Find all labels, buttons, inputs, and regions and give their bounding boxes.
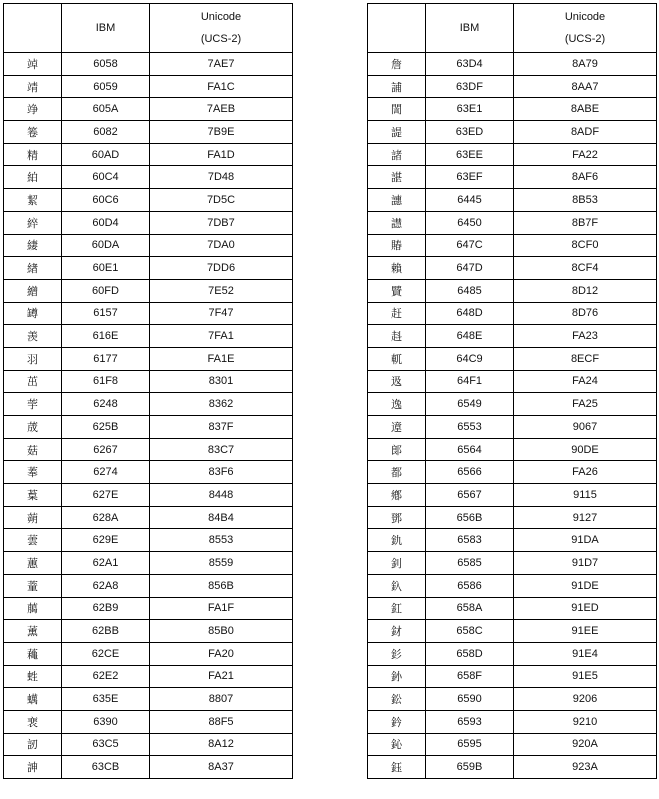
table-row — [4, 484, 293, 507]
cell-ibm-code: 60FD — [62, 279, 150, 302]
table-row — [4, 642, 293, 665]
table-row — [368, 370, 657, 393]
table-row — [368, 642, 657, 665]
cell-unicode: 8807 — [150, 688, 293, 711]
cell-character: 訒 — [4, 733, 62, 756]
table-row — [368, 279, 657, 302]
cell-unicode: 920A — [514, 733, 657, 756]
table-row — [4, 574, 293, 597]
cell-character: 贒 — [368, 279, 426, 302]
cell-ibm-code: 6390 — [62, 710, 150, 733]
cell-character: 軏 — [368, 347, 426, 370]
cell-unicode: 8ECF — [514, 347, 657, 370]
cell-character: 菶 — [4, 461, 62, 484]
header-row — [4, 4, 293, 53]
cell-unicode: 91E4 — [514, 642, 657, 665]
cell-ibm-code: 6274 — [62, 461, 150, 484]
cell-unicode: FA1D — [150, 143, 293, 166]
table-row — [368, 756, 657, 779]
cell-unicode: 8D76 — [514, 302, 657, 325]
cell-ibm-code: 62A1 — [62, 552, 150, 575]
table-row — [4, 393, 293, 416]
cell-ibm-code: 648E — [426, 325, 514, 348]
table-row — [4, 75, 293, 98]
cell-unicode: 8448 — [150, 484, 293, 507]
table-row — [368, 393, 657, 416]
cell-ibm-code: 6567 — [426, 484, 514, 507]
cell-unicode: 8ABE — [514, 98, 657, 121]
header-unicode-line2: (UCS-2) — [564, 33, 606, 45]
cell-character: 荢 — [4, 393, 62, 416]
cell-unicode: 7DD6 — [150, 257, 293, 280]
cell-ibm-code: 60C6 — [62, 189, 150, 212]
cell-character: 靖 — [4, 75, 62, 98]
cell-unicode: 91DA — [514, 529, 657, 552]
cell-character: 絜 — [4, 189, 62, 212]
table-row — [368, 347, 657, 370]
cell-unicode: 7AEB — [150, 98, 293, 121]
cell-unicode: 7DA0 — [150, 234, 293, 257]
cell-ibm-code: 6566 — [426, 461, 514, 484]
table-row — [368, 529, 657, 552]
cell-unicode: 9067 — [514, 416, 657, 439]
cell-unicode: 90DE — [514, 438, 657, 461]
cell-unicode: 8B53 — [514, 189, 657, 212]
table-row — [368, 121, 657, 144]
table-row — [368, 484, 657, 507]
cell-ibm-code: 64C9 — [426, 347, 514, 370]
cell-ibm-code: 62A8 — [62, 574, 150, 597]
cell-character: 羡 — [4, 325, 62, 348]
cell-character: 賴 — [368, 257, 426, 280]
table-row — [4, 143, 293, 166]
cell-unicode: 7AE7 — [150, 53, 293, 76]
header-char — [4, 4, 62, 53]
cell-character: 蒴 — [4, 506, 62, 529]
table-row — [4, 620, 293, 643]
cell-character: 譿 — [368, 211, 426, 234]
header-char — [368, 4, 426, 53]
cell-character: 釭 — [368, 597, 426, 620]
cell-unicode: 8559 — [150, 552, 293, 575]
cell-character: 蕙 — [4, 552, 62, 575]
cell-unicode: 8B7F — [514, 211, 657, 234]
cell-ibm-code: 635E — [62, 688, 150, 711]
cell-ibm-code: 6058 — [62, 53, 150, 76]
cell-unicode: 9115 — [514, 484, 657, 507]
cell-ibm-code: 63EF — [426, 166, 514, 189]
table-row — [368, 325, 657, 348]
header-unicode-line1: Unicode — [200, 11, 242, 23]
cell-character: 釗 — [368, 552, 426, 575]
table-row — [368, 189, 657, 212]
cell-character: 釮 — [368, 620, 426, 643]
cell-unicode: 91E5 — [514, 665, 657, 688]
table-row — [368, 552, 657, 575]
table-row — [4, 302, 293, 325]
table-row — [368, 461, 657, 484]
cell-ibm-code: 659B — [426, 756, 514, 779]
cell-unicode: 8ADF — [514, 121, 657, 144]
cell-character: 絈 — [4, 166, 62, 189]
table-row — [368, 166, 657, 189]
table-row — [4, 733, 293, 756]
cell-unicode: 9127 — [514, 506, 657, 529]
table-row — [368, 257, 657, 280]
table-row — [368, 211, 657, 234]
cell-ibm-code: 6553 — [426, 416, 514, 439]
table-row — [4, 370, 293, 393]
cell-unicode: 8AF6 — [514, 166, 657, 189]
cell-character: 荿 — [4, 416, 62, 439]
cell-ibm-code: 60AD — [62, 143, 150, 166]
cell-unicode: FA20 — [150, 642, 293, 665]
header-unicode-line1: Unicode — [564, 11, 606, 23]
cell-ibm-code: 6583 — [426, 529, 514, 552]
cell-ibm-code: 647C — [426, 234, 514, 257]
cell-unicode: FA1F — [150, 597, 293, 620]
cell-ibm-code: 616E — [62, 325, 150, 348]
table-row — [4, 506, 293, 529]
table-row — [368, 143, 657, 166]
cell-unicode: 83F6 — [150, 461, 293, 484]
header-unicode — [514, 4, 657, 53]
cell-ibm-code: 63EE — [426, 143, 514, 166]
cell-ibm-code: 63C5 — [62, 733, 150, 756]
cell-character: 郞 — [368, 438, 426, 461]
cell-character: 綷 — [4, 211, 62, 234]
table-row — [4, 189, 293, 212]
cell-character: 釚 — [368, 529, 426, 552]
cell-character: 鈐 — [368, 710, 426, 733]
table-row — [4, 166, 293, 189]
table-row — [4, 552, 293, 575]
cell-character: 裵 — [4, 710, 62, 733]
cell-unicode: 7FA1 — [150, 325, 293, 348]
cell-unicode: 9206 — [514, 688, 657, 711]
cell-unicode: FA22 — [514, 143, 657, 166]
cell-ibm-code: 6445 — [426, 189, 514, 212]
cell-unicode: 8AA7 — [514, 75, 657, 98]
table-row — [368, 665, 657, 688]
cell-character: 賰 — [368, 234, 426, 257]
cell-unicode: 84B4 — [150, 506, 293, 529]
cell-unicode: 7F47 — [150, 302, 293, 325]
table-row — [4, 257, 293, 280]
table-row — [4, 416, 293, 439]
table-row — [368, 733, 657, 756]
cell-ibm-code: 648D — [426, 302, 514, 325]
cell-character: 緖 — [4, 257, 62, 280]
cell-unicode: FA25 — [514, 393, 657, 416]
cell-ibm-code: 605A — [62, 98, 150, 121]
header-row — [368, 4, 657, 53]
cell-character: 釥 — [368, 665, 426, 688]
cell-unicode: 8D12 — [514, 279, 657, 302]
cell-character: 鄧 — [368, 506, 426, 529]
cell-character: 遧 — [368, 416, 426, 439]
cell-ibm-code: 64F1 — [426, 370, 514, 393]
code-table-left — [3, 3, 293, 779]
table-row — [4, 461, 293, 484]
cell-unicode: FA1E — [150, 347, 293, 370]
cell-unicode: FA1C — [150, 75, 293, 98]
cell-ibm-code: 60C4 — [62, 166, 150, 189]
table-row — [368, 416, 657, 439]
table-row — [4, 529, 293, 552]
table-row — [368, 302, 657, 325]
cell-character: 羽 — [4, 347, 62, 370]
cell-character: 誧 — [368, 75, 426, 98]
header-unicode — [150, 4, 293, 53]
cell-ibm-code: 62BB — [62, 620, 150, 643]
cell-character: 箞 — [4, 121, 62, 144]
cell-ibm-code: 63D4 — [426, 53, 514, 76]
cell-ibm-code: 658C — [426, 620, 514, 643]
cell-unicode: 923A — [514, 756, 657, 779]
cell-unicode: 8A37 — [150, 756, 293, 779]
table-row — [4, 53, 293, 76]
cell-character: 薰 — [4, 620, 62, 643]
cell-ibm-code: 658D — [426, 642, 514, 665]
table-row — [4, 438, 293, 461]
table-row — [368, 620, 657, 643]
cell-character: 赶 — [368, 302, 426, 325]
table-row — [4, 597, 293, 620]
cell-character: 﨟 — [4, 597, 62, 620]
cell-character: 諶 — [368, 166, 426, 189]
cell-ibm-code: 63ED — [426, 121, 514, 144]
table-row — [4, 325, 293, 348]
table-row — [4, 279, 293, 302]
cell-ibm-code: 6549 — [426, 393, 514, 416]
cell-ibm-code: 6586 — [426, 574, 514, 597]
table-row — [368, 574, 657, 597]
cell-unicode: 8A12 — [150, 733, 293, 756]
code-table-right — [367, 3, 657, 779]
cell-unicode: 8362 — [150, 393, 293, 416]
cell-unicode: FA26 — [514, 461, 657, 484]
table-row — [4, 234, 293, 257]
cell-character: 釞 — [368, 574, 426, 597]
cell-unicode: 8553 — [150, 529, 293, 552]
cell-character: 詹 — [368, 53, 426, 76]
cell-unicode: 8CF4 — [514, 257, 657, 280]
cell-unicode: 88F5 — [150, 710, 293, 733]
cell-ibm-code: 62B9 — [62, 597, 150, 620]
table-row — [368, 234, 657, 257]
cell-ibm-code: 60D4 — [62, 211, 150, 234]
cell-ibm-code: 63CB — [62, 756, 150, 779]
cell-ibm-code: 63E1 — [426, 98, 514, 121]
cell-character: 鄕 — [368, 484, 426, 507]
cell-unicode: 91ED — [514, 597, 657, 620]
cell-ibm-code: 658A — [426, 597, 514, 620]
cell-ibm-code: 6059 — [62, 75, 150, 98]
cell-ibm-code: 647D — [426, 257, 514, 280]
cell-unicode: FA23 — [514, 325, 657, 348]
cell-ibm-code: 62E2 — [62, 665, 150, 688]
cell-unicode: 91EE — [514, 620, 657, 643]
cell-ibm-code: 6564 — [426, 438, 514, 461]
cell-ibm-code: 629E — [62, 529, 150, 552]
cell-ibm-code: 6450 — [426, 211, 514, 234]
cell-unicode: FA21 — [150, 665, 293, 688]
table-row — [4, 688, 293, 711]
cell-ibm-code: 6595 — [426, 733, 514, 756]
cell-unicode: 856B — [150, 574, 293, 597]
cell-character: 繒 — [4, 279, 62, 302]
cell-character: 鈊 — [368, 733, 426, 756]
table-row — [4, 756, 293, 779]
cell-character: 都 — [368, 461, 426, 484]
cell-ibm-code: 656B — [426, 506, 514, 529]
cell-ibm-code: 60DA — [62, 234, 150, 257]
table-row — [368, 98, 657, 121]
cell-ibm-code: 6157 — [62, 302, 150, 325]
cell-unicode: 85B0 — [150, 620, 293, 643]
table-row — [368, 53, 657, 76]
cell-character: 蕫 — [4, 574, 62, 597]
header-ibm: IBM — [62, 4, 150, 53]
cell-ibm-code: 6590 — [426, 688, 514, 711]
cell-character: 緀 — [4, 234, 62, 257]
cell-unicode: 837F — [150, 416, 293, 439]
cell-ibm-code: 658F — [426, 665, 514, 688]
cell-unicode: 7DB7 — [150, 211, 293, 234]
cell-ibm-code: 628A — [62, 506, 150, 529]
cell-character: 﨣 — [368, 325, 426, 348]
cell-unicode: 7D5C — [150, 189, 293, 212]
cell-ibm-code: 6248 — [62, 393, 150, 416]
cell-character: 罇 — [4, 302, 62, 325]
cell-ibm-code: 61F8 — [62, 370, 150, 393]
table-row — [368, 506, 657, 529]
cell-ibm-code: 63DF — [426, 75, 514, 98]
cell-character: 茁 — [4, 370, 62, 393]
cell-unicode: 7B9E — [150, 121, 293, 144]
cell-character: 竫 — [4, 98, 62, 121]
cell-unicode: FA24 — [514, 370, 657, 393]
table-row — [4, 211, 293, 234]
cell-ibm-code: 60E1 — [62, 257, 150, 280]
cell-unicode: 9210 — [514, 710, 657, 733]
cell-character: 﨤 — [368, 370, 426, 393]
cell-character: 逸 — [368, 393, 426, 416]
table-row — [4, 710, 293, 733]
cell-character: 蘒 — [4, 642, 62, 665]
cell-ibm-code: 6485 — [426, 279, 514, 302]
cell-ibm-code: 625B — [62, 416, 150, 439]
cell-ibm-code: 6082 — [62, 121, 150, 144]
header-unicode-line2: (UCS-2) — [200, 33, 242, 45]
cell-character: 葈 — [4, 484, 62, 507]
cell-character: 菇 — [4, 438, 62, 461]
cell-character: 蠇 — [4, 688, 62, 711]
cell-unicode: 8A79 — [514, 53, 657, 76]
cell-ibm-code: 6267 — [62, 438, 150, 461]
cell-unicode: 91DE — [514, 574, 657, 597]
cell-ibm-code: 627E — [62, 484, 150, 507]
cell-ibm-code: 6585 — [426, 552, 514, 575]
cell-ibm-code: 62CE — [62, 642, 150, 665]
cell-unicode: 8CF0 — [514, 234, 657, 257]
cell-character: 諸 — [368, 143, 426, 166]
cell-character: 譓 — [368, 189, 426, 212]
cell-ibm-code: 6593 — [426, 710, 514, 733]
cell-ibm-code: 6177 — [62, 347, 150, 370]
table-row — [368, 438, 657, 461]
table-row — [368, 688, 657, 711]
table-row — [368, 597, 657, 620]
cell-character: 竨 — [4, 53, 62, 76]
table-row — [4, 98, 293, 121]
table-row — [368, 75, 657, 98]
table-row — [4, 347, 293, 370]
cell-character: 鈆 — [368, 688, 426, 711]
cell-character: 精 — [4, 143, 62, 166]
cell-unicode: 91D7 — [514, 552, 657, 575]
cell-unicode: 7D48 — [150, 166, 293, 189]
header-ibm: IBM — [426, 4, 514, 53]
cell-character: 訷 — [4, 756, 62, 779]
cell-character: 﨡 — [4, 665, 62, 688]
cell-character: 釤 — [368, 642, 426, 665]
table-row — [368, 710, 657, 733]
cell-unicode: 8301 — [150, 370, 293, 393]
table-row — [4, 121, 293, 144]
cell-character: 鈺 — [368, 756, 426, 779]
cell-character: 誾 — [368, 98, 426, 121]
cell-character: 蕓 — [4, 529, 62, 552]
cell-unicode: 7E52 — [150, 279, 293, 302]
cell-unicode: 83C7 — [150, 438, 293, 461]
table-row — [4, 665, 293, 688]
cell-character: 諟 — [368, 121, 426, 144]
